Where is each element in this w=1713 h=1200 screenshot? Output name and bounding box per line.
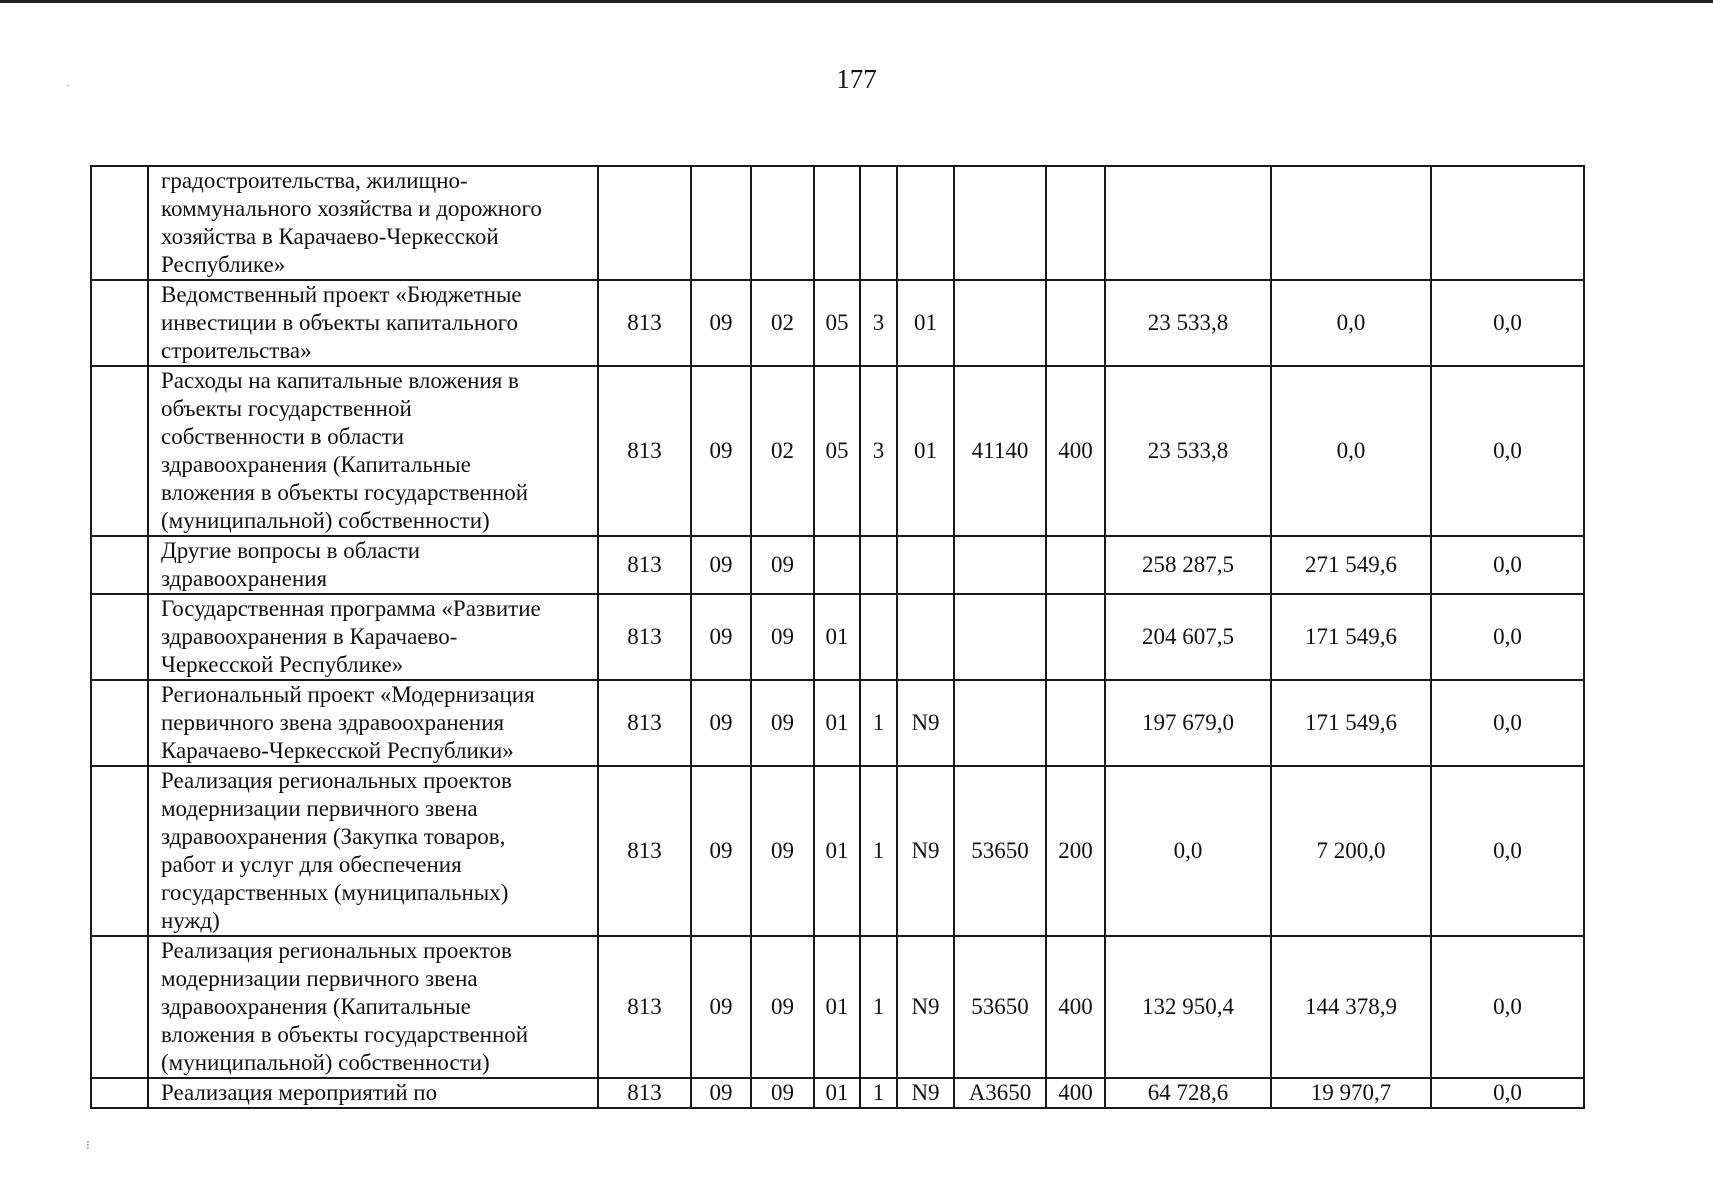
description-line: Реализация региональных проектов: [161, 768, 512, 793]
amount-year2-cell: 171 549,6: [1271, 680, 1431, 766]
description-cell: [148, 280, 598, 366]
description-line: здравоохранения (Капитальные: [161, 452, 471, 477]
description-line: градостроительства, жилищно-: [161, 168, 468, 193]
amount-year2-cell: 7 200,0: [1271, 766, 1431, 936]
section-code-cell: 09: [691, 366, 751, 536]
subprogram-code-cell: [860, 536, 897, 594]
description-line: Государственная программа «Развитие: [161, 596, 541, 621]
amount-year3-cell: 0,0: [1431, 766, 1584, 936]
table-row: [91, 766, 1584, 936]
top-rule: [0, 0, 1713, 3]
chapter-code-cell: 813: [598, 1078, 691, 1108]
subprogram-code-cell: [860, 594, 897, 680]
amount-year3-cell: 0,0: [1431, 536, 1584, 594]
amount-year2-cell: 271 549,6: [1271, 536, 1431, 594]
description-cell: [148, 936, 598, 1078]
subsection-code-cell: 09: [751, 936, 814, 1078]
subprogram-code-cell: 1: [860, 766, 897, 936]
table-row: [91, 680, 1584, 766]
project-code-cell: N9: [897, 680, 954, 766]
description-cell: [148, 766, 598, 936]
project-code-cell: [897, 166, 954, 280]
expense-type-code-cell: 400: [1046, 366, 1105, 536]
description-cell: [148, 536, 598, 594]
amount-year1-cell: [1105, 166, 1271, 280]
direction-code-cell: 53650: [954, 936, 1046, 1078]
amount-year1-cell: 23 533,8: [1105, 280, 1271, 366]
row-index-cell: [91, 766, 148, 936]
description-line: Черкесской Республике»: [161, 652, 404, 677]
amount-year2-cell: 19 970,7: [1271, 1078, 1431, 1108]
description-line: Реализация мероприятий по: [161, 1080, 438, 1105]
program-code-cell: 01: [814, 680, 860, 766]
description-cell: [148, 1078, 598, 1108]
description-line: государственных (муниципальных): [161, 880, 509, 905]
expense-type-code-cell: 400: [1046, 936, 1105, 1078]
table-row: [91, 536, 1584, 594]
subsection-code-cell: 09: [751, 1078, 814, 1108]
subsection-code-cell: 09: [751, 594, 814, 680]
chapter-code-cell: 813: [598, 680, 691, 766]
description-line: вложения в объекты государственной: [161, 480, 529, 505]
description-line: модернизации первичного звена: [161, 796, 478, 821]
description-line: работ и услуг для обеспечения: [161, 852, 462, 877]
project-code-cell: 01: [897, 366, 954, 536]
direction-code-cell: [954, 680, 1046, 766]
row-index-cell: [91, 1078, 148, 1108]
description-line: здравоохранения (Закупка товаров,: [161, 824, 506, 849]
amount-year3-cell: 0,0: [1431, 680, 1584, 766]
project-code-cell: [897, 594, 954, 680]
row-index-cell: [91, 936, 148, 1078]
direction-code-cell: [954, 166, 1046, 280]
expense-type-code-cell: [1046, 594, 1105, 680]
page-number: 177: [836, 64, 877, 94]
section-code-cell: 09: [691, 1078, 751, 1108]
amount-year1-cell: 197 679,0: [1105, 680, 1271, 766]
description-line: хозяйства в Карачаево-Черкесской: [161, 224, 499, 249]
amount-year3-cell: 0,0: [1431, 594, 1584, 680]
project-code-cell: [897, 536, 954, 594]
subprogram-code-cell: 1: [860, 1078, 897, 1108]
amount-year2-cell: 171 549,6: [1271, 594, 1431, 680]
section-code-cell: 09: [691, 936, 751, 1078]
row-index-cell: [91, 536, 148, 594]
description-line: Реализация региональных проектов: [161, 938, 512, 963]
direction-code-cell: 53650: [954, 766, 1046, 936]
description-line: Ведомственный проект «Бюджетные: [161, 282, 522, 307]
expense-type-code-cell: 200: [1046, 766, 1105, 936]
direction-code-cell: [954, 280, 1046, 366]
expense-type-code-cell: [1046, 680, 1105, 766]
amount-year3-cell: 0,0: [1431, 280, 1584, 366]
amount-year3-cell: [1431, 166, 1584, 280]
amount-year2-cell: 0,0: [1271, 366, 1431, 536]
amount-year1-cell: 64 728,6: [1105, 1078, 1271, 1108]
row-index-cell: [91, 680, 148, 766]
description-line: собственности в области: [161, 424, 405, 449]
amount-year2-cell: [1271, 166, 1431, 280]
program-code-cell: [814, 166, 860, 280]
row-index-cell: [91, 594, 148, 680]
chapter-code-cell: 813: [598, 766, 691, 936]
table-row: [91, 594, 1584, 680]
amount-year1-cell: 23 533,8: [1105, 366, 1271, 536]
table-row: [91, 936, 1584, 1078]
amount-year2-cell: 0,0: [1271, 280, 1431, 366]
expense-type-code-cell: [1046, 166, 1105, 280]
amount-year3-cell: 0,0: [1431, 936, 1584, 1078]
chapter-code-cell: 813: [598, 536, 691, 594]
amount-year1-cell: 0,0: [1105, 766, 1271, 936]
description-line: Республике»: [161, 252, 286, 277]
subsection-code-cell: [751, 166, 814, 280]
description-cell: [148, 680, 598, 766]
section-code-cell: 09: [691, 766, 751, 936]
row-index-cell: [91, 166, 148, 280]
chapter-code-cell: 813: [598, 280, 691, 366]
section-code-cell: [691, 166, 751, 280]
description-line: (муниципальной) собственности): [161, 1050, 490, 1075]
description-line: Другие вопросы в области: [161, 538, 421, 563]
direction-code-cell: А3650: [954, 1078, 1046, 1108]
description-line: первичного звена здравоохранения: [161, 710, 505, 735]
description-line: инвестиции в объекты капитального: [161, 310, 519, 335]
budget-table: [90, 165, 1585, 1109]
table-row: [91, 366, 1584, 536]
amount-year3-cell: 0,0: [1431, 1078, 1584, 1108]
direction-code-cell: [954, 536, 1046, 594]
table-row: [91, 280, 1584, 366]
row-index-cell: [91, 280, 148, 366]
expense-type-code-cell: 400: [1046, 1078, 1105, 1108]
chapter-code-cell: 813: [598, 594, 691, 680]
amount-year3-cell: 0,0: [1431, 366, 1584, 536]
row-index-cell: [91, 366, 148, 536]
program-code-cell: [814, 536, 860, 594]
amount-year1-cell: 204 607,5: [1105, 594, 1271, 680]
expense-type-code-cell: [1046, 280, 1105, 366]
margin-mark: ⁝: [86, 1138, 90, 1152]
description-line: строительства»: [161, 338, 312, 363]
project-code-cell: 01: [897, 280, 954, 366]
subsection-code-cell: 09: [751, 680, 814, 766]
program-code-cell: 01: [814, 1078, 860, 1108]
description-line: коммунального хозяйства и дорожного: [161, 196, 542, 221]
program-code-cell: 05: [814, 366, 860, 536]
description-line: здравоохранения (Капитальные: [161, 994, 471, 1019]
description-cell: [148, 166, 598, 280]
description-line: объекты государственной: [161, 396, 412, 421]
direction-code-cell: 41140: [954, 366, 1046, 536]
margin-mark: ·: [66, 78, 70, 92]
description-line: вложения в объекты государственной: [161, 1022, 529, 1047]
subsection-code-cell: 09: [751, 536, 814, 594]
subsection-code-cell: 09: [751, 766, 814, 936]
table-row: [91, 166, 1584, 280]
subsection-code-cell: 02: [751, 280, 814, 366]
description-line: здравоохранения: [161, 566, 328, 591]
description-line: Карачаево-Черкесской Республики»: [161, 738, 514, 763]
amount-year1-cell: 258 287,5: [1105, 536, 1271, 594]
table-row: [91, 1078, 1584, 1108]
subsection-code-cell: 02: [751, 366, 814, 536]
description-line: здравоохранения в Карачаево-: [161, 624, 458, 649]
description-line: модернизации первичного звена: [161, 966, 478, 991]
chapter-code-cell: [598, 166, 691, 280]
project-code-cell: N9: [897, 1078, 954, 1108]
subprogram-code-cell: 3: [860, 366, 897, 536]
project-code-cell: N9: [897, 936, 954, 1078]
description-line: нужд): [161, 908, 220, 933]
amount-year1-cell: 132 950,4: [1105, 936, 1271, 1078]
section-code-cell: 09: [691, 594, 751, 680]
description-cell: [148, 594, 598, 680]
section-code-cell: 09: [691, 280, 751, 366]
program-code-cell: 01: [814, 936, 860, 1078]
section-code-cell: 09: [691, 536, 751, 594]
program-code-cell: 05: [814, 280, 860, 366]
program-code-cell: 01: [814, 594, 860, 680]
subprogram-code-cell: [860, 166, 897, 280]
subprogram-code-cell: 1: [860, 680, 897, 766]
project-code-cell: N9: [897, 766, 954, 936]
description-cell: [148, 366, 598, 536]
chapter-code-cell: 813: [598, 936, 691, 1078]
program-code-cell: 01: [814, 766, 860, 936]
expense-type-code-cell: [1046, 536, 1105, 594]
subprogram-code-cell: 1: [860, 936, 897, 1078]
direction-code-cell: [954, 594, 1046, 680]
chapter-code-cell: 813: [598, 366, 691, 536]
description-line: Расходы на капитальные вложения в: [161, 368, 519, 393]
description-line: Региональный проект «Модернизация: [161, 682, 535, 707]
section-code-cell: 09: [691, 680, 751, 766]
amount-year2-cell: 144 378,9: [1271, 936, 1431, 1078]
description-line: (муниципальной) собственности): [161, 508, 490, 533]
subprogram-code-cell: 3: [860, 280, 897, 366]
